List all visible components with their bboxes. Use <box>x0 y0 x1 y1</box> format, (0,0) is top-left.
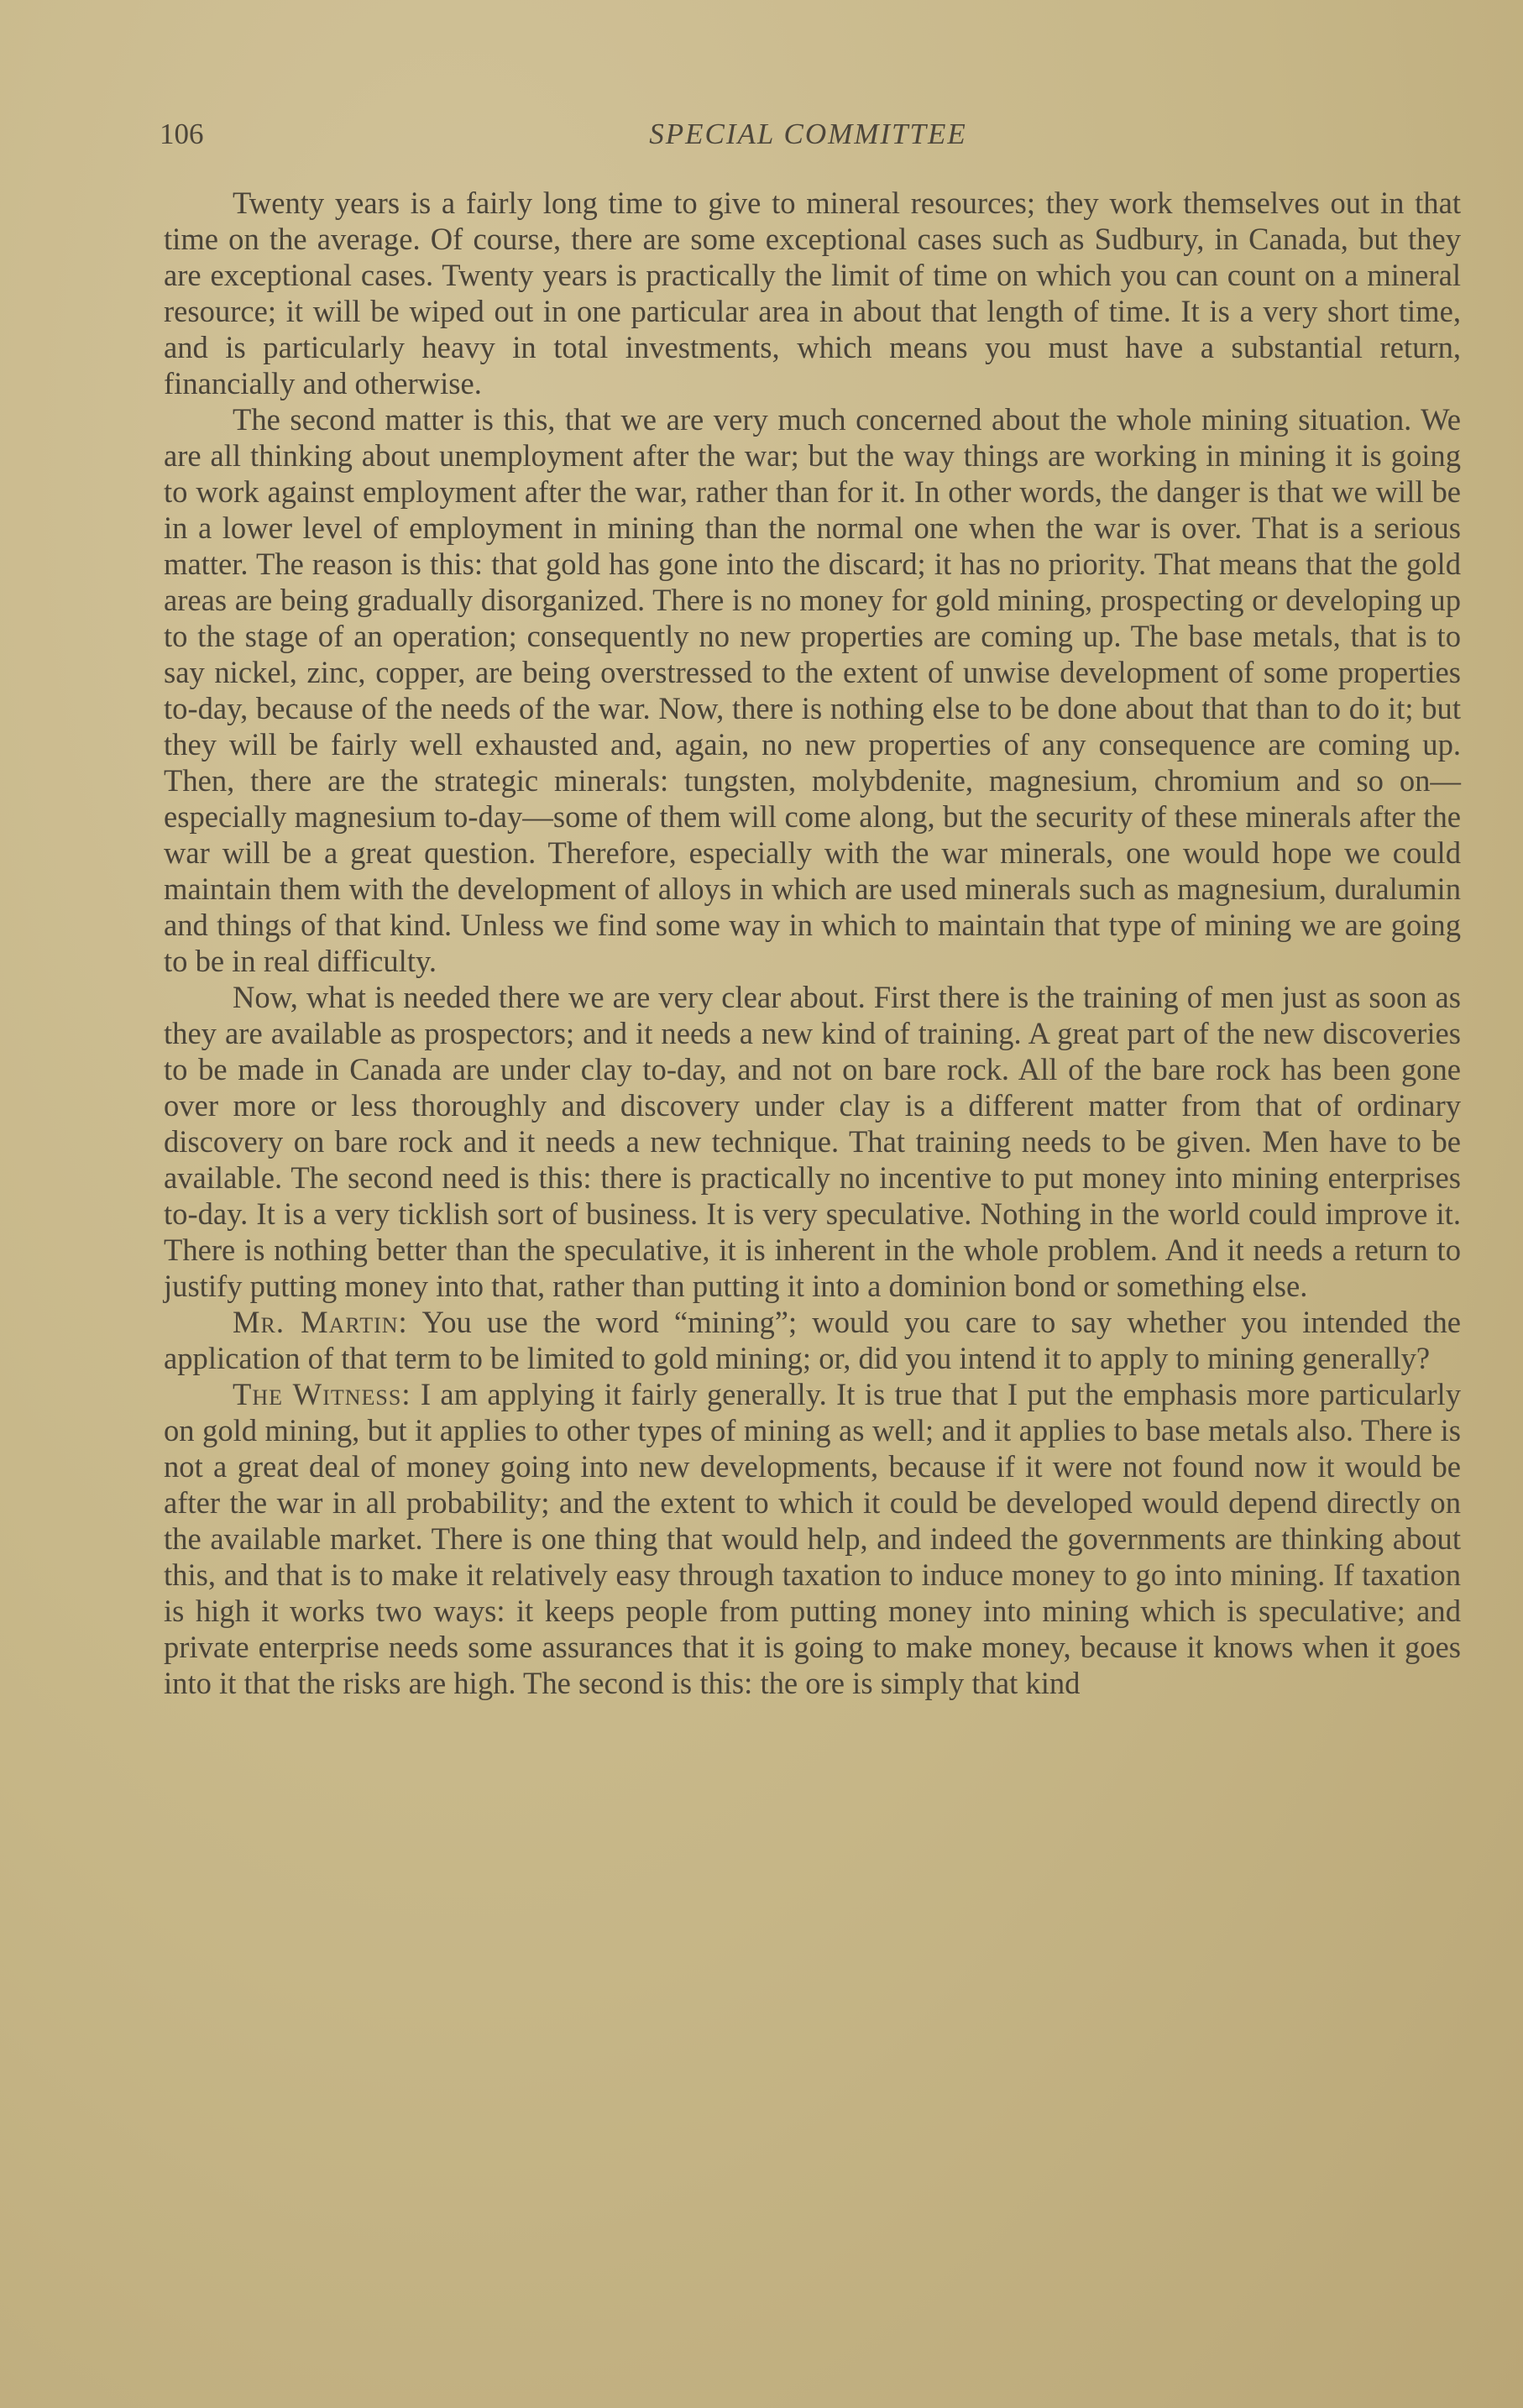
paragraph-3: Now, what is needed there we are very clear about. First there is the training of men just as soon as they are available as prospectors; and it needs a new kind of training. A great part of the new discoveries to be made in Canada are under clay to-day, and not on bare rock. All of the bare rock has been gone over more or less thoroughly and discovery under clay is a different matter from that of ordinary discovery on bare rock and it needs a new technique. That training needs to be given. Men have to be available. The second need is this: there is practically no incentive to put money into mining enterprises to-day. It is a very ticklish sort of business. It is very speculative. Nothing in the world could improve it. There is nothing better than the speculative, it is inherent in the whole problem. And it needs a return to justify putting money into that, rather than putting it into a dominion bond or something else. <box>164 980 1461 1303</box>
paragraph-5 <box>164 1376 1461 1701</box>
page-header <box>160 118 1457 160</box>
page-number: 106 <box>160 118 204 150</box>
body-text <box>164 185 1461 1701</box>
running-head: SPECIAL COMMITTEE <box>649 118 967 150</box>
speaker-name: Mr. Martin: <box>233 1305 408 1339</box>
paragraph-1: Twenty years is a fairly long time to give to mineral resources; they work themselves out in that time on the average. Of course, there are some exceptional cases such as Sudbury, in Canada, but they are exceptional cases. Twenty years is practically the limit of time on which you can count on a mineral resource; it will be wiped out in one particular area in about that length of time. It is a very short time, and is particularly heavy in total investments, which means you must have a substantial return, financially and otherwise. <box>164 186 1461 400</box>
speech-text: I am applying it fairly generally. It is true that I put the emphasis more particularly on gold mining, but it applies to other types of mining as well; and it applies to base metals also. There is not a great deal of money going into new developments, because if it were not found now it would be after the war in all probability; and the extent to which it could be developed would depend directly on the available market. There is one thing that would help, and indeed the governments are thinking about this, and that is to make it relatively easy through taxation to induce money to go into mining. If taxation is high it works two ways: it keeps people from putting money into mining which is speculative; and private enterprise needs some assurances that it is going to make money, because it knows when it goes into it that the risks are high. The second is this: the ore is simply that kind <box>164 1377 1461 1700</box>
paragraph-4 <box>164 1304 1461 1376</box>
speech-text: You use the word “mining”; would you care to say whether you intended the application of that term to be limited to gold mining; or, did you intend it to apply to mining generally? <box>164 1305 1461 1375</box>
paragraph-2: The second matter is this, that we are very much concerned about the whole mining situation. We are all thinking about unemployment after the war; but the way things are working in mining it is going to work against employment after the war, rather than for it. In other words, the danger is that we will be in a lower level of employment in mining than the normal one when the war is over. That is a serious matter. The reason is this: that gold has gone into the discard; it has no priority. That means that the gold areas are being gradually disorganized. There is no money for gold mining, prospecting or developing up to the stage of an operation; consequently no new properties are coming up. The base metals, that is to say nickel, zinc, copper, are being overstressed to the extent of unwise development of some properties to-day, because of the needs of the war. Now, there is nothing else to be done about that than to do it; but they will be fairly well exhausted and, again, no new properties of any consequence are coming up. Then, there are the strategic minerals: tungsten, molybdenite, magnesium, chromium and so on—especially magnesium to-day—some of them will come along, but the security of these minerals after the war will be a great question. Therefore, especially with the war minerals, one would hope we could maintain them with the development of alloys in which are used minerals such as magnesium, duralumin and things of that kind. Unless we find some way in which to maintain that type of mining we are going to be in real difficulty. <box>164 402 1461 978</box>
speaker-name: The Witness: <box>233 1377 411 1411</box>
